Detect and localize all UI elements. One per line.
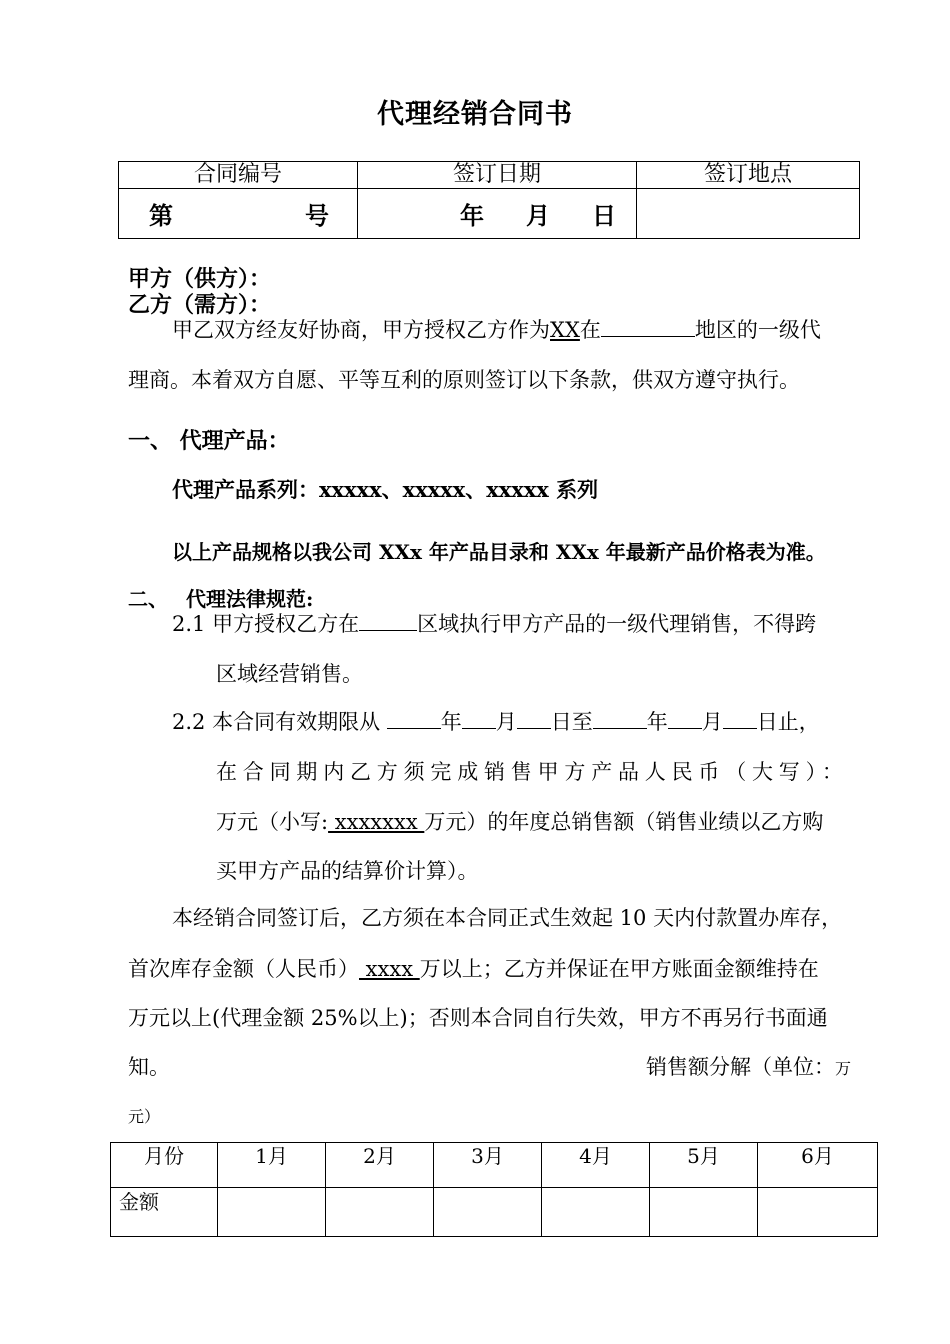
col-month: 月份 [111, 1143, 218, 1188]
product-spec-note: 以上产品规格以我公司 XXx 年产品目录和 XXx 年最新产品价格表为准。 [172, 540, 826, 564]
end-month-blank[interactable] [668, 710, 702, 729]
stock-line-4: 知。 [128, 1055, 170, 1079]
agent-xx[interactable]: XX [550, 318, 580, 342]
sales-breakdown-table [110, 1142, 878, 1237]
date-month: 月 [526, 201, 550, 230]
clause-2-1-line-1: 2.1 甲方授权乙方在 区域执行甲方产品的一级代理销售，不得跨 [172, 612, 817, 636]
amount-mar[interactable] [434, 1188, 542, 1237]
area-blank[interactable] [359, 612, 417, 631]
party-b-label: 乙方（需方）： [128, 292, 272, 318]
intro-line-1: 甲乙双方经友好协商，甲方授权乙方作为XX在 地区的一级代 [172, 318, 821, 342]
amount-jun[interactable] [758, 1188, 878, 1237]
sign-place-cell[interactable] [637, 189, 860, 239]
clause-2-2-line-4: 买甲方产品的结算价计算）。 [216, 859, 479, 883]
start-month-blank[interactable] [462, 710, 496, 729]
amount-feb[interactable] [326, 1188, 434, 1237]
end-day-blank[interactable] [723, 710, 757, 729]
stock-line-1: 本经销合同签订后，乙方须在本合同正式生效起 10 天内付款置办库存， [172, 906, 843, 930]
sales-breakdown-unit: 元） [128, 1107, 161, 1126]
col-jan: 1月 [218, 1143, 326, 1188]
sign-date-cell[interactable] [358, 189, 637, 239]
start-year-blank[interactable] [387, 710, 441, 729]
col-feb: 2月 [326, 1143, 434, 1188]
section-2-heading: 二、 代理法律规范: [128, 587, 314, 611]
contract-no-cell[interactable] [119, 189, 358, 239]
header-sign-date: 签订日期 [358, 162, 637, 189]
product-series: 代理产品系列：xxxxx、xxxxx、xxxxx 系列 [172, 477, 599, 502]
col-jun: 6月 [758, 1143, 878, 1188]
col-mar: 3月 [434, 1143, 542, 1188]
col-may: 5月 [650, 1143, 758, 1188]
document-title: 代理经销合同书 [377, 99, 573, 130]
amount-jan[interactable] [218, 1188, 326, 1237]
header-sign-place: 签订地点 [637, 162, 860, 189]
party-a-label: 甲方（供方）： [128, 266, 272, 292]
end-year-blank[interactable] [593, 710, 647, 729]
row-amount-label: 金额 [111, 1188, 218, 1237]
intro-line-2: 理商。本着双方自愿、平等互利的原则签订以下条款，供双方遵守执行。 [128, 368, 800, 392]
no-prefix: 第 [149, 201, 173, 230]
section-1-heading: 一、 代理产品： [128, 428, 290, 454]
clause-2-2-line-1: 2.2 本合同有效期限从 年 月 日至 年 月 日止， [172, 710, 820, 734]
clause-2-2-line-2: 在合同期内乙方须完成销售甲方产品人民币（大写）： [216, 760, 849, 784]
date-year: 年 [460, 201, 484, 230]
date-day: 日 [592, 201, 616, 230]
sales-breakdown-label: 销售额分解（单位：万 [646, 1055, 852, 1079]
contract-info-table [118, 161, 860, 239]
stock-line-2: 首次库存金额（人民币） xxxx 万以上；乙方并保证在甲方账面金额维持在 [128, 957, 819, 981]
initial-stock-amount[interactable]: xxxx [359, 957, 420, 981]
region-blank[interactable] [601, 318, 695, 337]
header-contract-no: 合同编号 [119, 162, 358, 189]
start-day-blank[interactable] [517, 710, 551, 729]
annual-amount[interactable]: xxxxxxx [328, 810, 425, 834]
col-apr: 4月 [542, 1143, 650, 1188]
amount-may[interactable] [650, 1188, 758, 1237]
clause-2-1-line-2: 区域经营销售。 [216, 662, 363, 686]
clause-2-2-line-3: 万元（小写: xxxxxxx 万元）的年度总销售额（销售业绩以乙方购 [216, 810, 824, 834]
stock-line-3: 万元以上(代理金额 25%以上)；否则本合同自行失效，甲方不再另行书面通 [128, 1006, 828, 1030]
no-suffix: 号 [305, 201, 329, 230]
amount-apr[interactable] [542, 1188, 650, 1237]
